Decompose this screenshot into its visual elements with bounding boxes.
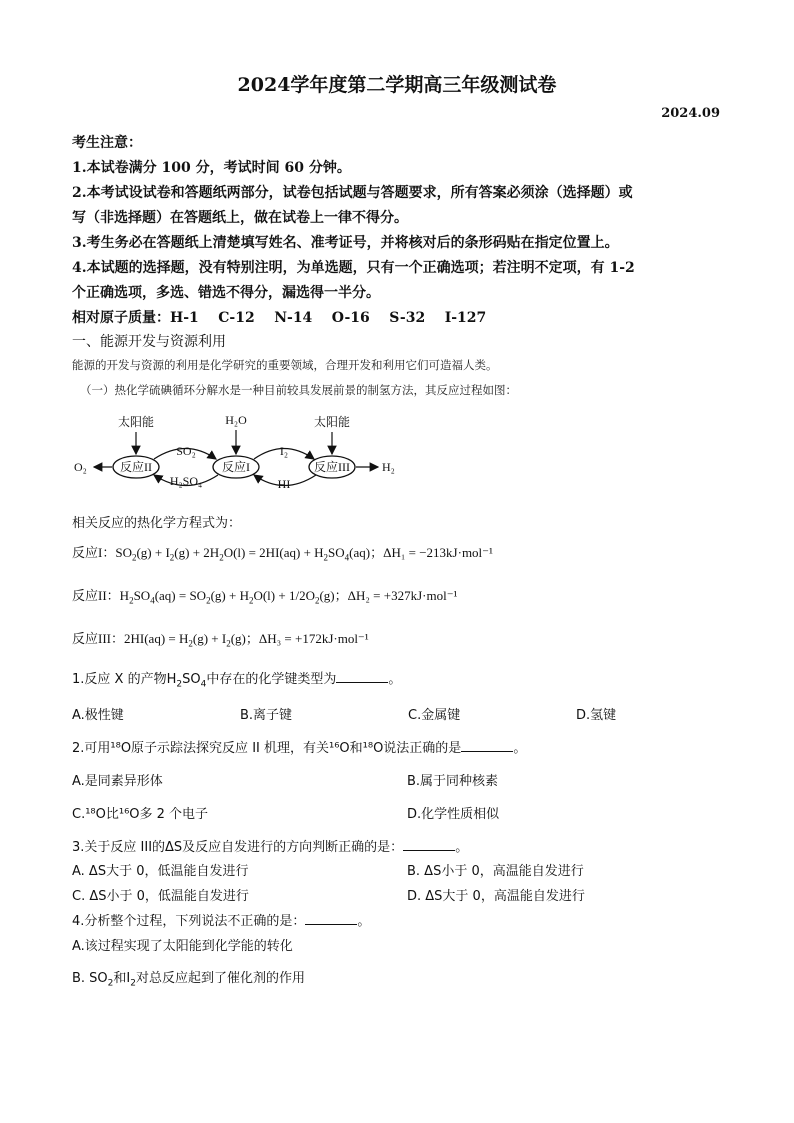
q2-option-d[interactable]: D.化学性质相似 xyxy=(407,807,500,822)
question-1-stem: 1.反应 X 的产物$H_2SO_4$中存在的化学键类型为 。 xyxy=(72,672,402,690)
equations-intro: 相关反应的热化学方程式为： xyxy=(72,516,242,531)
equation-1-label: 反应I： xyxy=(72,545,116,560)
solar-energy-left: 太阳能 xyxy=(117,415,155,429)
h2so4-label: H₂SO₄ xyxy=(169,474,203,488)
question-3-text: 3.关于反应 III的ΔS及反应自发进行的方向判断正确的是： xyxy=(72,840,404,855)
q4-option-b-part-b: 和I xyxy=(113,971,131,986)
equation-2-enthalpy: ΔH₂ = +327kJ·mol⁻¹ xyxy=(347,588,458,603)
q3-option-d[interactable]: D. ΔS大于 0，高温能自发进行 xyxy=(407,889,585,904)
reaction-3-label: 反应III xyxy=(314,460,350,474)
equation-1-enthalpy: ΔH₁ = −213kJ·mol⁻¹ xyxy=(383,545,493,560)
i2-label: I₂ xyxy=(279,444,289,458)
notice-heading: 考生注意： xyxy=(72,135,142,151)
oxygen-output: O₂ xyxy=(74,460,87,474)
question-4-text: 4.分析整个过程，下列说法不正确的是： xyxy=(72,914,306,929)
question-end: 。 xyxy=(388,672,402,687)
equation-3: 反应III：$2HI(aq) = H_2(g) + I_2(g)$；ΔH₃ = +172kJ·mol⁻¹ xyxy=(72,631,369,649)
question-2-stem xyxy=(72,737,526,756)
notice-item-4a: 4.本试题的选择题，没有特别注明，为单选题，只有一个正确选项；若注明不定项，有 1-2 xyxy=(72,260,635,276)
notice-item-3: 3.考生务必在答题纸上清楚填写姓名、准考证号，并将核对后的条形码贴在指定位置上。 xyxy=(72,235,619,251)
answer-blank xyxy=(305,912,357,925)
q2-option-a[interactable]: A.是同素异形体 xyxy=(72,774,163,789)
page-title: 2024学年度第二学期高三年级测试卷 xyxy=(237,74,557,96)
question-4-stem xyxy=(72,910,370,929)
q2-option-c[interactable]: C.¹⁸O比¹⁶O多 2 个电子 xyxy=(72,807,209,822)
question-3-stem xyxy=(72,836,468,855)
answer-blank xyxy=(461,739,513,752)
reaction-1-label: 反应I xyxy=(222,460,250,474)
equation-3-enthalpy: ΔH₃ = +172kJ·mol⁻¹ xyxy=(258,631,369,646)
q1-option-a[interactable]: A.极性键 xyxy=(72,708,124,723)
question-1-stem-b: 中存在的化学键类型为 xyxy=(206,672,337,687)
atomic-masses: 相对原子质量：H-1 C-12 N-14 O-16 S-32 I-127 xyxy=(72,310,487,326)
answer-blank xyxy=(336,670,388,683)
so2-label: SO₂ xyxy=(176,444,196,458)
equation-3-label: 反应III： xyxy=(72,631,124,646)
equation-2-label: 反应II： xyxy=(72,588,120,603)
question-end: 。 xyxy=(455,840,469,855)
subsection-intro: （一）热化学硫碘循环分解水是一种目前较具发展前景的制氢方法，其反应过程如图： xyxy=(80,383,517,397)
q3-option-b[interactable]: B. ΔS小于 0，高温能自发进行 xyxy=(407,864,584,879)
notice-item-1: 1.本试卷满分 100 分，考试时间 60 分钟。 xyxy=(72,160,351,176)
notice-item-2a: 2.本考试设试卷和答题纸两部分，试卷包括试题与答题要求，所有答案必须涂（选择题）或 xyxy=(72,185,633,201)
question-1-stem-a: 1.反应 X 的产物 xyxy=(72,672,167,687)
reaction-2-label: 反应II xyxy=(120,460,152,474)
solar-energy-right: 太阳能 xyxy=(313,415,351,429)
hi-label: HI xyxy=(277,477,291,491)
notice-item-2b: 写（非选择题）在答题纸上，做在试卷上一律不得分。 xyxy=(72,210,408,226)
question-end: 。 xyxy=(357,914,371,929)
q1-option-b[interactable]: B.离子键 xyxy=(240,708,293,723)
water-input: H₂O xyxy=(225,413,247,427)
q3-option-a[interactable]: A. ΔS大于 0，低温能自发进行 xyxy=(72,864,249,879)
q2-option-b[interactable]: B.属于同种核素 xyxy=(407,774,499,789)
q4-option-b[interactable]: B. $SO_2$和$I_2$对总反应起到了催化剂的作用 xyxy=(72,971,305,989)
q3-option-c[interactable]: C. ΔS小于 0，低温能自发进行 xyxy=(72,889,249,904)
q4-option-a[interactable]: A.该过程实现了太阳能到化学能的转化 xyxy=(72,939,293,954)
hydrogen-output: H₂ xyxy=(382,460,395,474)
answer-blank xyxy=(403,838,455,851)
q4-option-b-part-c: 对总反应起到了催化剂的作用 xyxy=(135,971,305,986)
equation-1: 反应I：$SO_2(g) + I_2(g) + 2H_2O(l) = 2HI(aq) + H_2SO_4(aq)$；ΔH₁ = −213kJ·mol⁻¹ xyxy=(72,545,493,563)
exam-date: 2024.09 xyxy=(661,106,720,121)
section-heading: 一、能源开发与资源利用 xyxy=(72,334,226,350)
q4-option-b-part-a: B. SO xyxy=(72,971,108,986)
q1-option-d[interactable]: D.氢键 xyxy=(576,708,617,723)
question-end: 。 xyxy=(513,741,527,756)
equation-2: 反应II：$H_2SO_4(aq) = SO_2(g) + H_2O(l) + 1/2O_2(g)$；ΔH₂ = +327kJ·mol⁻¹ xyxy=(72,588,458,606)
section-intro: 能源的开发与资源的利用是化学研究的重要领域，合理开发和利用它们可造福人类。 xyxy=(72,358,498,372)
question-2-text: 2.可用¹⁸O原子示踪法探究反应 II 机理，有关¹⁶O和¹⁸O说法正确的是 xyxy=(72,741,462,756)
notice-item-4b: 个正确选项，多选、错选不得分，漏选得一半分。 xyxy=(72,285,380,301)
reaction-cycle-diagram xyxy=(70,408,410,498)
q1-option-c[interactable]: C.金属键 xyxy=(408,708,461,723)
